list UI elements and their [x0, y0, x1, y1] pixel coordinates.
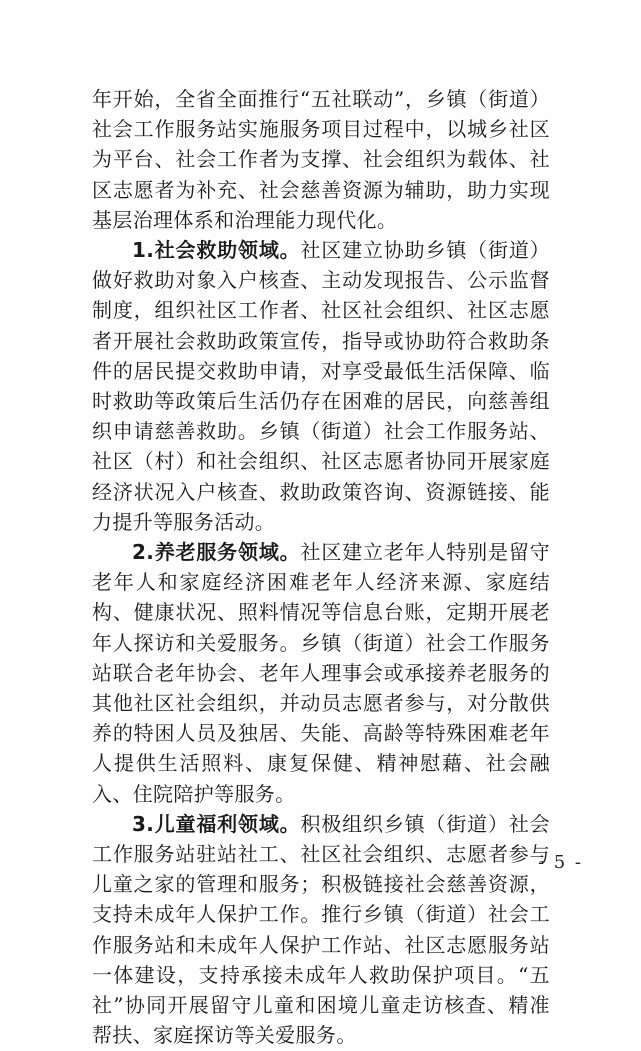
paragraph-intro-text: 年开始，全省全面推行“五社联动”，乡镇（街道）社会工作服务站实施服务项目过程中，以城乡社区为平台、社会工作者为支撑、社会组织为载体、社区志愿者为补充、社会慈善资源为辅助，助力实现基层治理体系和治理能力现代化。 — [92, 87, 550, 232]
paragraph-social-assistance — [92, 235, 550, 537]
heading-social-assistance: 1.社会救助领域。 — [132, 238, 301, 263]
heading-child-welfare: 3.儿童福利领域。 — [132, 811, 301, 836]
page-number: - 5 - — [537, 852, 583, 873]
document-body — [92, 84, 550, 1051]
heading-elderly-care: 2.养老服务领域。 — [132, 540, 301, 565]
paragraph-child-welfare-text: 积极组织乡镇（街道）社会工作服务站驻站社工、社区社会组织、志愿者参与儿童之家的管理和服务；积极链接社会慈善资源，支持未成年人保护工作。推行乡镇（街道）社会工作服务站和未成年人保护工作站、社区志愿服务站一体建设，支持承接未成年人救助保护项目。“五社”协同开展留守儿童和困境儿童走访核查、精准帮扶、家庭探访等关爱服务。 — [92, 811, 550, 1048]
paragraph-intro — [92, 84, 550, 235]
paragraph-elderly-care-text: 社区建立老年人特别是留守老年人和家庭经济困难老年人经济来源、家庭结构、健康状况、照料情况等信息台账，定期开展老年人探访和关爱服务。乡镇（街道）社会工作服务站联合老年协会、老年人理事会或承接养老服务的其他社区社会组织，并动员志愿者参与，对分散供养的特困人员及独居、失能、高龄等特殊困难老年人提供生活照料、康复保健、精神慰藉、社会融入、住院陪护等服务。 — [92, 540, 550, 806]
paragraph-social-assistance-text: 社区建立协助乡镇（街道）做好救助对象入户核查、主动发现报告、公示监督制度，组织社区工作者、社区社会组织、社区志愿者开展社会救助政策宣传，指导或协助符合救助条件的居民提交救助申请，对享受最低生活保障、临时救助等政策后生活仍存在困难的居民，向慈善组织申请慈善救助。乡镇（街道）社会工作服务站、社区（村）和社会组织、社区志愿者协同开展家庭经济状况入户核查、救助政策咨询、资源链接、能力提升等服务活动。 — [92, 238, 550, 534]
paragraph-elderly-care — [92, 537, 550, 809]
paragraph-child-welfare — [92, 809, 550, 1051]
